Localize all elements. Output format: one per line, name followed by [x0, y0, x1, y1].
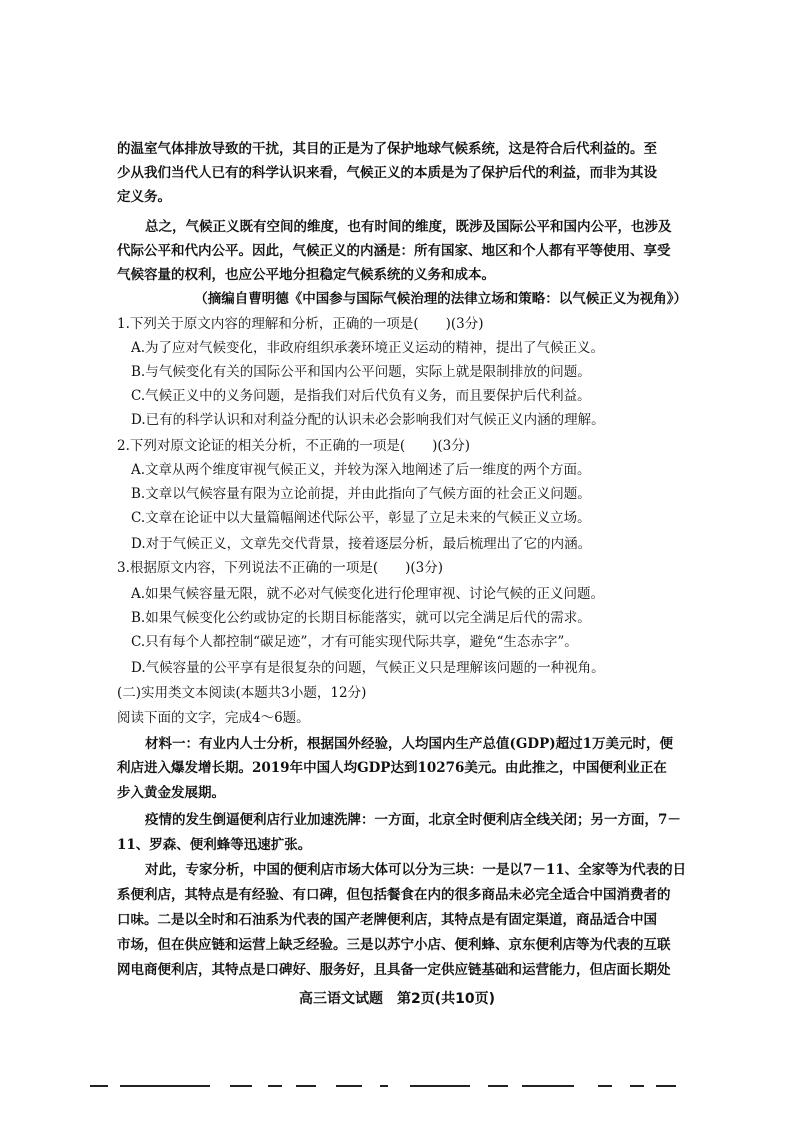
question-stem: 1.下列关于原文内容的理解和分析，正确的一项是( )(3分)	[117, 316, 484, 332]
question-option: D.气候容量的公平享有是很复杂的问题，气候正义只是理解该问题的一种视角。	[131, 660, 605, 676]
material-line: 步入黄金发展期。	[117, 785, 225, 801]
question-option: C.只有每个人都控制“碳足迹”，才有可能实现代际共享，避免“生态赤字”。	[131, 634, 578, 650]
question-option: B.如果气候变化公约或协定的长期目标能落实，就可以完全满足后代的需求。	[131, 610, 591, 626]
material-line: 对此，专家分析，中国的便利店市场大体可以分为三块：一是以7－11、全家等为代表的日	[145, 862, 687, 878]
passage-line: 气候容量的权利，也应公平地分担稳定气候系统的义务和成本。	[117, 267, 495, 283]
passage-line: 少从我们当代人已有的科学认识来看，气候正义的本质是为了保护后代的利益，而非为其设	[117, 165, 657, 181]
material-line: 系便利店，其特点是有经验、有口碑，但包括餐食在内的很多商品未必完全适合中国消费者的	[117, 887, 671, 903]
question-option: A.如果气候容量无限，就不必对气候变化进行伦理审视、讨论气候的正义问题。	[131, 586, 605, 602]
question-stem: 2.下列对原文论证的相关分析，不正确的一项是( )(3分)	[117, 438, 471, 454]
question-option: C.气候正义中的义务问题，是指我们对后代负有义务，而且要保护后代利益。	[131, 388, 591, 404]
question-option: B.与气候变化有关的国际公平和国内公平问题，实际上就是限制排放的问题。	[131, 364, 591, 380]
passage-line: 总之，气候正义既有空间的维度，也有时间的维度，既涉及国际公平和国内公平，也涉及	[145, 219, 672, 235]
material-line: 利店进入爆发增长期。2019年中国人均GDP达到10276美元。由此推之，中国便利业正在	[117, 760, 667, 776]
material-line: 口味。二是以全时和石油系为代表的国产老牌便利店，其特点是有固定渠道，商品适合中国	[117, 912, 657, 928]
scan-artifact-lines	[90, 1085, 704, 1091]
material-line: 市场，但在供应链和运营上缺乏经验。三是以苏宁小店、便利蜂、京东便利店等为代表的互联	[117, 937, 671, 953]
material-line: 网电商便利店，其特点是口碑好、服务好，且具备一定供应链基础和运营能力，但店面长期处	[117, 962, 671, 978]
passage-line: 的温室气体排放导致的干扰，其目的正是为了保护地球气候系统，这是符合后代利益的。至	[117, 141, 657, 157]
section-instruction: 阅读下面的文字，完成4～6题。	[117, 710, 310, 726]
material-line: 疫情的发生倒逼便利店行业加速洗牌：一方面，北京全时便利店全线关闭；另一方面，7－	[145, 812, 681, 828]
question-option: B.文章以气候容量有限为立论前提，并由此指向了气候方面的社会正义问题。	[131, 486, 591, 502]
question-option: C.文章在论证中以大量篇幅阐述代际公平，彰显了立足未来的气候正义立场。	[131, 510, 591, 526]
question-option: A.文章从两个维度审视气候正义，并较为深入地阐述了后一维度的两个方面。	[131, 462, 591, 478]
page-footer: 高三语文试题 第2页(共10页)	[298, 991, 496, 1007]
source-citation: （摘编自曹明德《中国参与国际气候治理的法律立场和策略：以气候正义为视角》）	[194, 291, 687, 307]
passage-line: 代际公平和代内公平。因此，气候正义的内涵是：所有国家、地区和个人都有平等使用、享受	[117, 243, 671, 259]
question-stem: 3.根据原文内容，下列说法不正确的一项是( )(3分)	[117, 560, 444, 576]
question-option: D.已有的科学认识和对利益分配的认识未必会影响我们对气候正义内涵的理解。	[131, 412, 605, 428]
section-title: (二)实用类文本阅读(本题共3小题，12分)	[117, 685, 367, 701]
question-option: A.为了应对气候变化，非政府组织承袭环境正义运动的精神，提出了气候正义。	[131, 340, 605, 356]
question-option: D.对于气候正义，文章先交代背景，接着逐层分析，最后梳理出了它的内涵。	[131, 536, 592, 552]
passage-line: 定义务。	[117, 189, 171, 205]
material-line: 材料一：有业内人士分析，根据国外经验，人均国内生产总值(GDP)超过1万美元时，便	[145, 736, 674, 752]
material-line: 11、罗森、便利蜂等迅速扩张。	[117, 837, 312, 853]
